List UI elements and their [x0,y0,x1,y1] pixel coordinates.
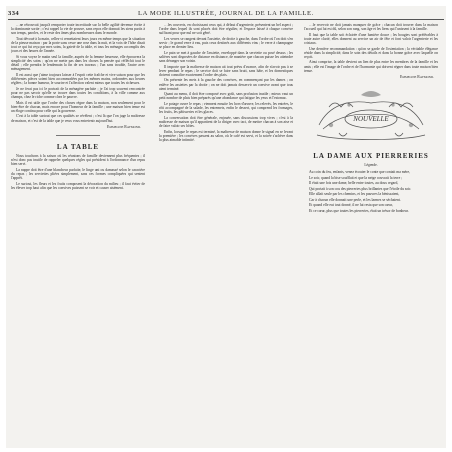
poem-line: Au coin du feu, enfants, venez écouter le conte que contait ma mère, [309,170,411,175]
paragraph: Il importe que la maîtresse de maison ait tout prévu d'avance, afin de n'avoir pas à se lever pendant le repas ; le service doit se faire sans bruit, sans hâte, et les domestiques doivent connaître exactement l'ordre des plats. [159,64,293,77]
column-middle [159,23,293,443]
journal-title: LA MODE ILLUSTRÉE, JOURNAL DE LA FAMILLE. [138,10,314,17]
paragraph: Mais il est utile que l'ordre des choses règne dans la maison, non seulement pour le bien-être de chacun, mais encore pour l'honneur de la famille ; une maison bien tenue est un éloge continu pour celle qui la gouverne. [11,100,145,113]
paragraph: Enfin, lorsque le repas est terminé, la maîtresse de maison donne le signal en se levant la première ; les convives passent au salon, où le café est servi, et la soirée s'achève dans la plus aimable intimité. [159,129,293,143]
column-right [304,23,438,443]
paragraph: Le pain se met à gauche de l'assiette, enveloppé dans la serviette ou posé dessus ; les salières sont disposées de distance en distance, de manière que chacun puisse les atteindre sans déranger son voisin. [159,50,293,64]
vignette-illustration [309,85,433,147]
poem-line: Le soir, quand la bise soufflait et que la neige couvrait la terre ; [309,175,403,180]
paragraph: Il est aussi que j'aime toujours laisser à l'esprit cette fraîche et vive saison pour que les différentes pièces soient bien accommodées par les mêmes mains, ordonnées aux heures réglées ; la bonne humeur, le sourire et l'affection valent mieux que toutes les richesses. [11,72,145,86]
page-number: 334 [8,10,20,17]
paragraph: La nappe doit être d'une blancheur parfaite, le linge uni ou damassé selon le caractère du repas ; les serviettes pliées simplement, sans ces formes compliquées qui sentent l'apprêt. [11,167,145,181]
vignette-label: NOUVELLE [353,115,389,124]
paragraph: Nous touchons à la saison où les réunions de famille deviennent plus fréquentes ; il n'est donc pas inutile de rappeler quelques règles qui président à l'ordonnance d'un repas bien servi. [11,153,145,167]
poem-line: Et ce cœur, plus que toutes les pierreries, était un trésor de bonheur. [309,209,409,214]
poem-line: Et quand elle eut tout donné, il ne lui resta que son cœur, [309,203,393,208]
paragraph: Quant au menu, il doit être composé avec goût, sans profusion inutile ; mieux vaut un petit nombre de plats bien préparés qu'une abondance qui fatigue les yeux et l'estomac. [159,92,293,101]
header-rule [8,19,444,20]
poem-line: Qui portait à son cou des pierreries plus brillantes que l'étoile du soir. [309,186,412,191]
poem-line: Car à chacun elle donnait une perle, et les larmes se séchaient. [309,197,401,202]
decorative-vignette [309,85,433,147]
paragraph: Le potage ouvre le repas ; viennent ensuite les hors-d'œuvre, les relevés, les entrées, le rôti accompagné de la salade, les entremets, enfin le dessert, qui comprend les fromages, les fruits, les pâtisseries et les glaces. [159,102,293,115]
column-left [11,23,145,443]
paragraph: Il faut que la table soit éclairée d'une lumière douce ; les bougies sont préférables à toute autre clarté, elles donnent au service un air de fête et font valoir l'argenterie et les cristaux. [304,32,438,46]
paragraph: On présente les mets à la gauche des convives, en commençant par les dames ; on enlève les assiettes par la droite ; on ne doit jamais desservir un convive avant que tous aient terminé. [159,78,293,91]
poem-line: Elle allait seule par les chemins, et les pauvres la bénissaient, [309,192,400,197]
paragraph: Le surtout, les fleurs et les fruits composent la décoration du milieu ; il faut éviter de les élever trop haut afin que les convives puissent se voir et causer aisément. [11,181,145,190]
author-signature: Emmeline Raymond. [400,74,434,79]
paragraph: Je ne ferai pas ici le portrait de la ménagère parfaite ; je l'ai trop souvent rencontrée pour ne pas savoir qu'elle se trouve dans toutes les conditions, à la ville comme aux champs, chez le riche comme chez le pauvre. [11,86,145,100]
paragraph: …les couverts, en choisissant ceux qui, à défaut d'argenterie, présentent un bel aspect ; l'ordre dans lequel ils sont placés doit être régulier, et l'espace laissé à chaque convive suffisant pour que nul ne soit gêné. [159,23,293,36]
paragraph: …ne rétrouvait jusqu'à remporter toute incertitude sur la belle agilité devenue écrite à la dominante sortie ; c'est rappel la vie de prouve, sans repos elle donnait les siens partis à son temps, paroles, et le reste des âmes plus nombreuses dans le monde. [11,23,145,36]
paragraph: La conversation doit être générale, enjouée, sans discussions trop vives ; c'est à la maîtresse de maison qu'il appartient de la diriger avec tact, de mettre chacun à son aise et de faire valoir ses hôtes. [159,115,293,129]
paragraph: Une dernière recommandation : qu'on se garde de l'ostentation ; la véritable élégance réside dans la simplicité, dans le soin des détails et dans la bonne grâce avec laquelle on reçoit. [304,46,438,59]
section-title: LA DAME AUX PIERRERIES [313,152,429,161]
paragraph: Les verres se rangent devant l'assiette, de droite à gauche, dans l'ordre où l'on doit s'en servir ; le grand verre à eau, puis ceux destinés aux différents vins ; le verre à champagne se place en dernier lieu. [159,36,293,50]
paragraph: …le recevoir ne doit jamais manquer de grâce ; chacun doit trouver dans la maison l'accueil qui lui est dû, selon son rang, son âge et les liens qui l'unissent à la famille. [304,23,438,32]
section-title: LA TABLE [56,142,100,151]
paragraph: C'est à la table surtout que ces qualités se révèlent ; c'est là que l'on juge la maîtresse de maison, et c'est de la table que je veux vous entretenir aujourd'hui. [11,114,145,123]
divider-ornament [11,132,145,138]
poem-line: Il était une fois une dame, belle entre toutes, au doux regard, [309,181,399,186]
paragraph: Tout dévoué à la main, celles-ci remettaient leurs jours en même temps que la situation de la pieuse maison : par la porte sans cesse une rose dans la nuit, et la voix de l'hôte disait tout ce qui fut reçu par mes soins, la gaieté de la table, et tous les ménages accomplis des jours et des heures de l'année. [11,36,145,54]
paragraph: Ainsi comprise, la table devient un lien de plus entre les membres de la famille et les amis ; elle est l'image de l'ordre et de l'harmonie qui doivent régner dans toute maison bien tenue. [304,60,438,73]
page [6,6,446,448]
author-signature: Emmeline Raymond. [107,124,141,129]
paragraph: Si vous voyez le matin seul la famille, auprès de la femme heureuse, elle éprouvera la simplicité des soins ; qu'on ne mette pas dans les choses la pensée qui réfléchit tout le détail ; elle prendra le lendemain la fin de ses travaux ; l'un sans trouble, l'autre avec ménagement. [11,54,145,72]
section-subtitle: Légende. [364,163,378,168]
